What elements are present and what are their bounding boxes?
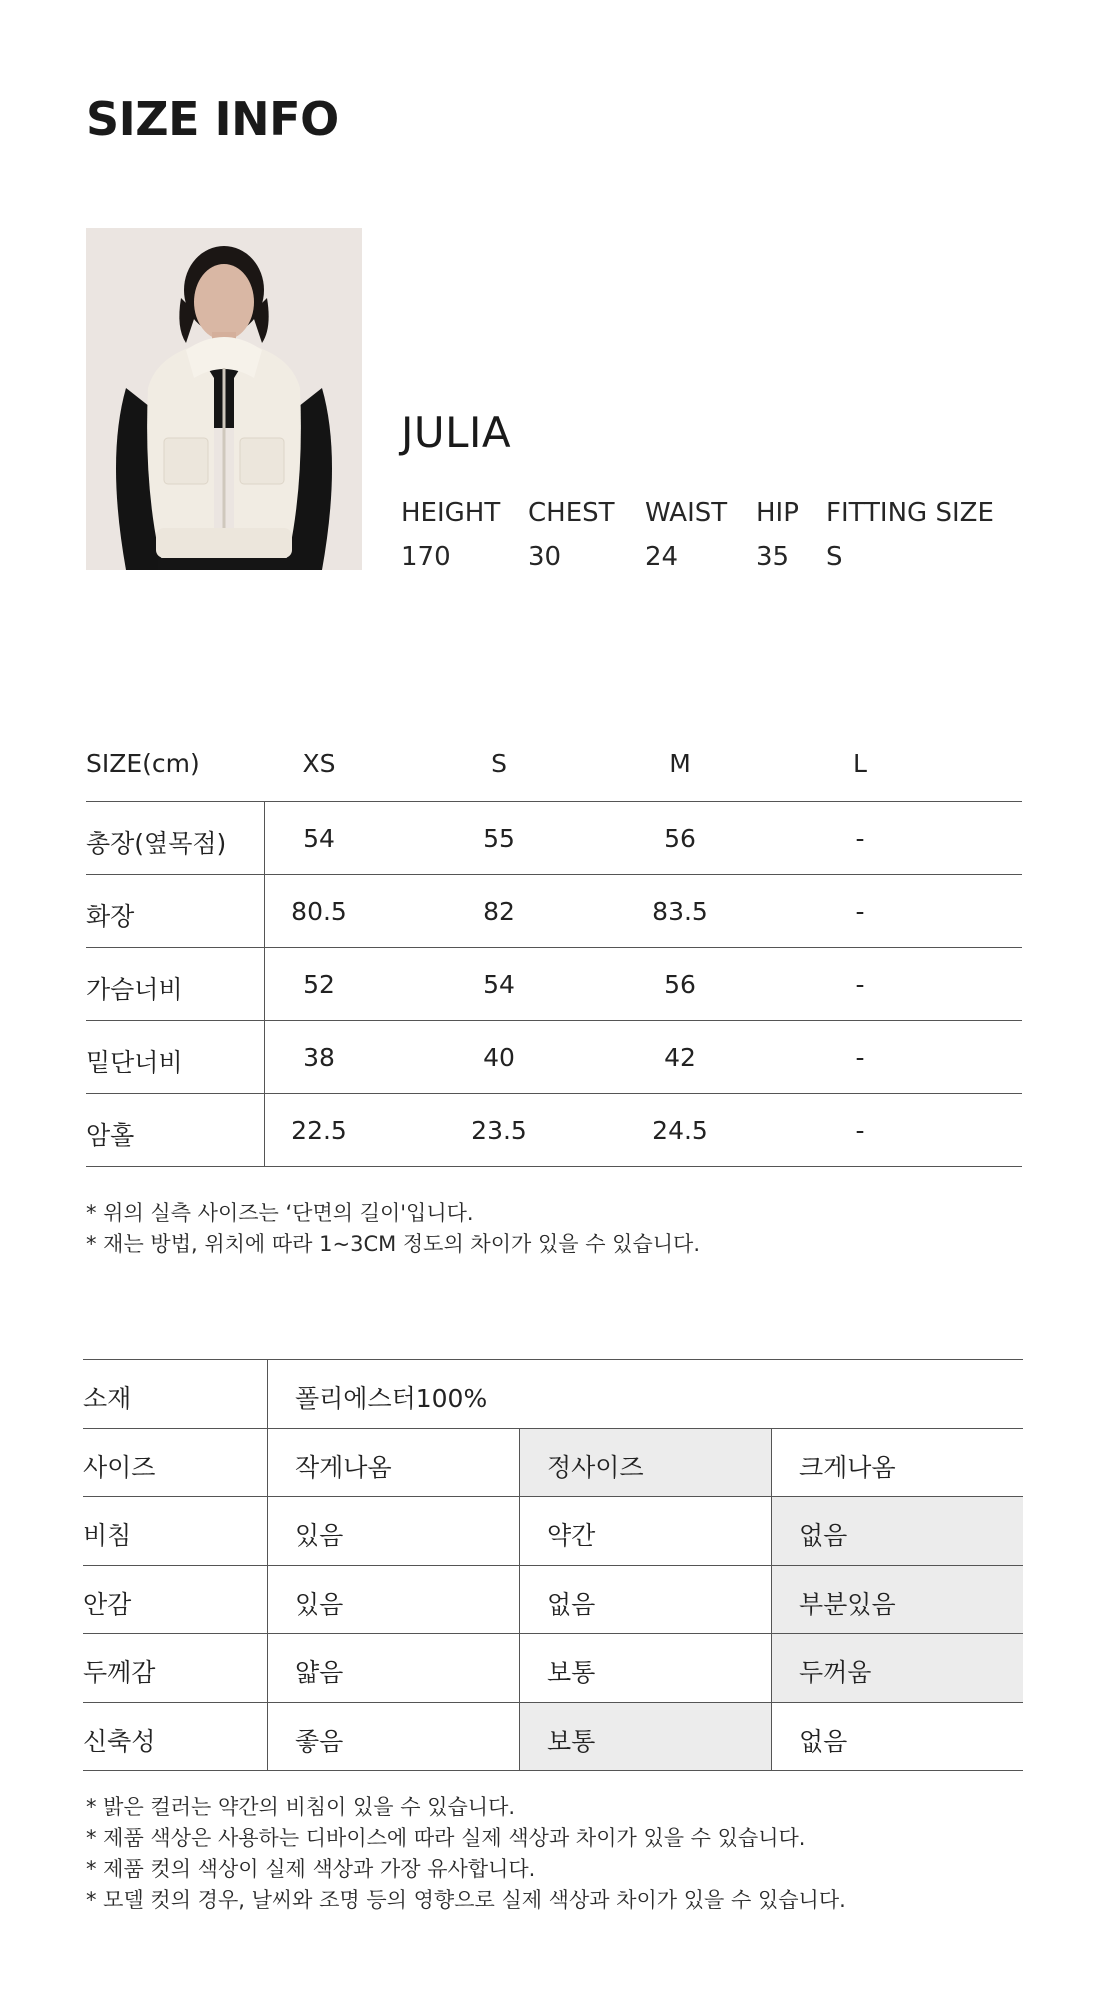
table-cell: 54 — [483, 970, 515, 999]
table-cell: - — [855, 970, 865, 999]
stat-header-hip: HIP — [756, 498, 799, 528]
column-divider — [267, 1429, 268, 1497]
measurement-header-row — [86, 740, 1022, 802]
fit-option: 크게나옴 — [799, 1452, 896, 1482]
row-label: 밑단너비 — [86, 1048, 183, 1077]
column-divider — [267, 1497, 268, 1565]
row-label: 비침 — [83, 1521, 132, 1550]
column-divider — [267, 1634, 268, 1702]
fit-option: 없음 — [547, 1589, 596, 1619]
fit-table — [83, 1359, 1023, 1771]
stat-value-hip: 35 — [756, 542, 790, 572]
table-cell: 82 — [483, 897, 515, 926]
size-header-m: M — [669, 749, 691, 778]
fit-row-sheerness — [83, 1497, 1023, 1566]
note-line: * 제품 컷의 색상이 실제 색상과 가장 유사합니다. — [86, 1857, 536, 1881]
column-divider — [267, 1566, 268, 1634]
measurement-notes — [86, 1198, 700, 1260]
table-cell: 83.5 — [652, 897, 708, 926]
fit-option: 얇음 — [295, 1658, 344, 1687]
column-divider — [267, 1703, 268, 1771]
fit-option: 작게나옴 — [295, 1452, 392, 1482]
column-divider — [519, 1703, 520, 1771]
table-cell: - — [855, 1043, 865, 1072]
fit-option-selected: 정사이즈 — [519, 1429, 771, 1497]
fit-row-stretch — [83, 1703, 1023, 1772]
table-cell: 55 — [483, 824, 515, 853]
page-title: SIZE INFO — [86, 92, 339, 146]
row-label: 총장(옆목점) — [86, 829, 227, 858]
table-row — [86, 1021, 1022, 1094]
stat-value-fitting-size: S — [826, 542, 843, 572]
size-header-xs: XS — [302, 749, 336, 778]
model-name: JULIA — [401, 408, 512, 457]
table-row — [86, 875, 1022, 948]
fit-option: 보통 — [547, 1658, 596, 1687]
table-cell: 24.5 — [652, 1116, 708, 1145]
note-line: * 제품 색상은 사용하는 디바이스에 따라 실제 색상과 차이가 있을 수 있습니다. — [86, 1826, 806, 1850]
row-label: 두께감 — [83, 1658, 156, 1687]
size-unit-label: SIZE(cm) — [86, 749, 200, 778]
fit-option: 있음 — [295, 1521, 344, 1550]
fit-option-selected: 없음 — [771, 1497, 1023, 1565]
table-cell: 54 — [303, 824, 335, 853]
column-divider — [264, 875, 265, 947]
row-label: 소재 — [83, 1384, 132, 1413]
table-cell: 23.5 — [471, 1116, 527, 1145]
fit-row-thickness — [83, 1634, 1023, 1703]
measurement-table — [86, 740, 1022, 1167]
fit-option: 있음 — [295, 1589, 344, 1619]
model-info — [401, 408, 511, 457]
note-line: * 위의 실측 사이즈는 ‘단면의 길이'입니다. — [86, 1201, 474, 1225]
row-label: 가슴너비 — [86, 975, 183, 1004]
size-header-l: L — [853, 749, 867, 778]
stat-header-height: HEIGHT — [401, 498, 501, 528]
table-cell: - — [855, 897, 865, 926]
table-row — [86, 948, 1022, 1021]
note-line: * 밝은 컬러는 약간의 비침이 있을 수 있습니다. — [86, 1795, 516, 1819]
table-cell: 52 — [303, 970, 335, 999]
table-cell: 38 — [303, 1043, 335, 1072]
row-label: 화장 — [86, 902, 135, 931]
column-divider — [771, 1429, 772, 1497]
fit-option: 없음 — [799, 1726, 848, 1756]
fit-option: 좋음 — [295, 1726, 344, 1756]
table-cell: 40 — [483, 1043, 515, 1072]
size-header-s: S — [491, 749, 507, 778]
stat-value-chest: 30 — [528, 542, 562, 572]
fit-option: 약간 — [547, 1521, 596, 1550]
table-row — [86, 1094, 1022, 1167]
stat-header-chest: CHEST — [528, 498, 615, 528]
column-divider — [519, 1634, 520, 1702]
model-photo — [86, 228, 362, 570]
table-cell: 42 — [664, 1043, 696, 1072]
column-divider — [264, 802, 265, 874]
table-cell: - — [855, 1116, 865, 1145]
column-divider — [519, 1497, 520, 1565]
color-notes — [86, 1792, 846, 1916]
material-value: 폴리에스터100% — [295, 1384, 488, 1413]
table-cell: 56 — [664, 970, 696, 999]
row-label: 암홀 — [86, 1121, 135, 1150]
fit-option-selected: 두꺼움 — [771, 1634, 1023, 1702]
column-divider — [771, 1703, 772, 1771]
stat-header-waist: WAIST — [645, 498, 728, 528]
table-cell: 22.5 — [291, 1116, 347, 1145]
column-divider — [771, 1634, 772, 1702]
row-label: 안감 — [83, 1589, 132, 1619]
table-cell: 80.5 — [291, 897, 347, 926]
column-divider — [771, 1566, 772, 1634]
column-divider — [264, 1021, 265, 1093]
column-divider — [519, 1429, 520, 1497]
column-divider — [519, 1566, 520, 1634]
fit-row-lining — [83, 1566, 1023, 1635]
stat-value-height: 170 — [401, 542, 451, 572]
note-line: * 모델 컷의 경우, 날씨와 조명 등의 영향으로 실제 색상과 차이가 있을 수 있습니다. — [86, 1888, 846, 1912]
fit-row-size — [83, 1429, 1023, 1498]
column-divider — [771, 1497, 772, 1565]
column-divider — [264, 948, 265, 1020]
row-label: 사이즈 — [83, 1452, 156, 1482]
table-cell: 56 — [664, 824, 696, 853]
table-cell: - — [855, 824, 865, 853]
table-row — [86, 802, 1022, 875]
row-label: 신축성 — [83, 1726, 156, 1756]
material-row — [83, 1360, 1023, 1429]
stat-header-fitting-size: FITTING SIZE — [826, 498, 994, 528]
fit-option-selected: 보통 — [519, 1703, 771, 1771]
stat-value-waist: 24 — [645, 542, 679, 572]
note-line: * 재는 방법, 위치에 따라 1~3CM 정도의 차이가 있을 수 있습니다. — [86, 1232, 700, 1256]
fit-option-selected: 부분있음 — [771, 1566, 1023, 1634]
column-divider — [264, 1094, 265, 1166]
